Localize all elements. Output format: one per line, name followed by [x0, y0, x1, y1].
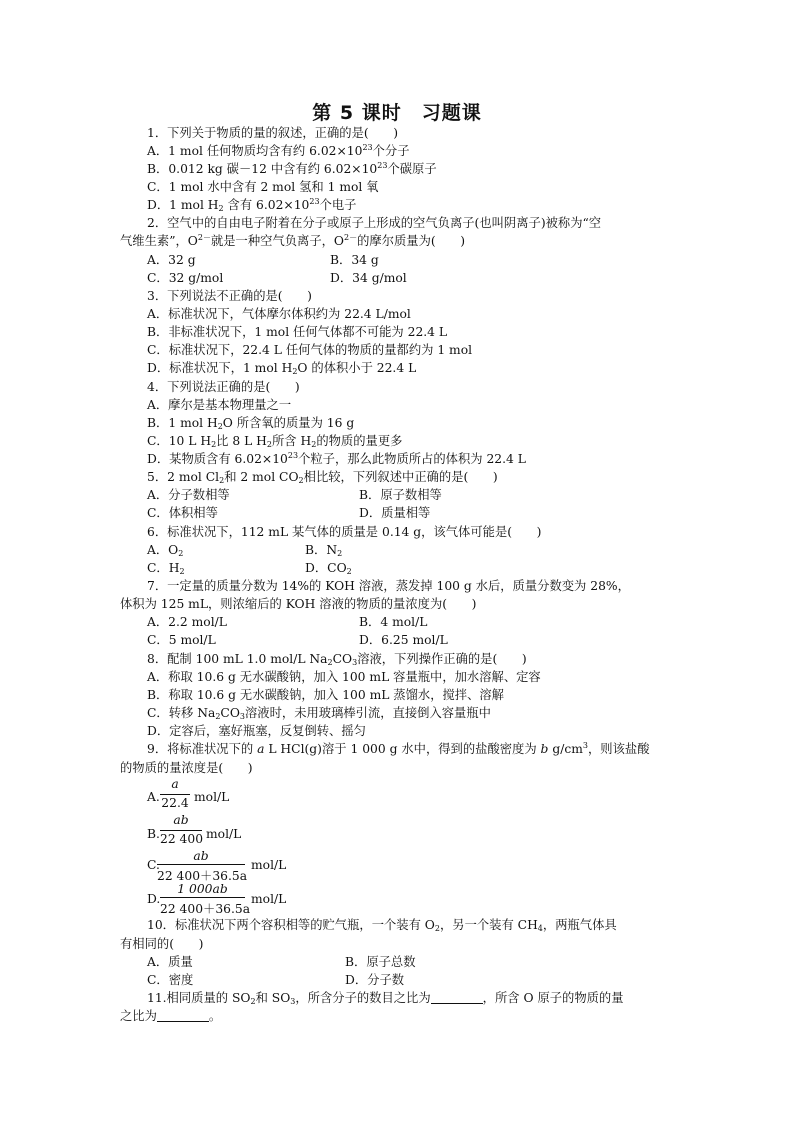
q10-options-row1 [147, 953, 416, 971]
q4-stem: 4．下列说法正确的是( ) [147, 380, 300, 394]
q6-option-a: A．$O_2$ [147, 543, 184, 558]
q1-option-d: D．1 mol $H_2$ 含有 $6.02\times 10^{23}$个电子 [147, 197, 357, 213]
q7-options-row1 [147, 613, 428, 631]
q1-option-c: C．1 mol 水中含有 2 mol 氢和 1 mol 氧 [147, 180, 379, 194]
q10-option-c: C．密度 [147, 973, 194, 987]
q3-option-b: B．非标准状况下，1 mol 任何气体都不可能为 22.4 L [147, 325, 448, 339]
q6-option-d: D．$CO_2$ [305, 561, 352, 576]
q5-option-b: B．原子数相等 [359, 488, 442, 502]
q2-stem-line2: 气维生素”，$O^{2-}$就是一种空气负离子，$O^{2-}$的摩尔质量为( ) [120, 233, 466, 248]
q10-stem-line1: 10．标准状况下两个容积相等的贮气瓶，一个装有 $O_2$，另一个装有 $CH_4$，两瓶气体具 [147, 918, 617, 933]
q10-option-b: B．原子总数 [345, 955, 416, 969]
q6-option-c: C．$H_2$ [147, 561, 185, 576]
q3-option-d: D．标准状况下，1 mol $H_2O$ 的体积小于 22.4 L [147, 361, 417, 376]
q5-option-c: C．体积相等 [147, 506, 218, 520]
q7-stem-line1: 7．一定量的质量分数为 14%的 KOH 溶液，蒸发掉 100 g 水后，质量分数变为 28%， [147, 579, 630, 593]
q7-option-d: D．6.25 mol/L [359, 633, 448, 647]
q6-options-row2 [147, 559, 352, 577]
q4-option-c: C．10 L $H_2$比 8 L $H_2$所含 $H_2$的物质的量更多 [147, 434, 403, 449]
q9-option-b: B. ab 22 400 mol/L [147, 813, 242, 846]
q5-option-d: D．质量相等 [359, 506, 431, 520]
q6-stem: 6．标准状况下，112 mL 某气体的质量是 0.14 g，该气体可能是( ) [147, 525, 542, 539]
q1-stem: 1．下列关于物质的量的叙述，正确的是( ) [147, 126, 399, 140]
q7-stem-line2: 体积为 125 mL，则浓缩后的 KOH 溶液的物质的量浓度为( ) [120, 597, 477, 611]
q1-option-b: B．0.012 kg 碳－12 中含有约 $6.02\times 10^{23}$个碳原子 [147, 161, 437, 176]
q2-option-c: C．32 g/mol [147, 271, 224, 285]
q8-option-d: D．定容后，塞好瓶塞，反复倒转、摇匀 [147, 724, 366, 738]
q9-stem-line1: 9．将标准状况下的 a L HCl(g)溶于 1 000 g 水中，得到的盐酸密度为 b $g/cm^3$，则该盐酸 [147, 741, 650, 756]
q2-option-b: B．34 g [330, 253, 379, 267]
answer-blank-1[interactable] [431, 991, 483, 1004]
q7-option-a: A．2.2 mol/L [147, 615, 227, 629]
q9-option-d: D. 1 000ab 22 400＋36.5a mol/L [147, 882, 287, 916]
q10-options-row2 [147, 971, 405, 989]
q11-stem-line1: 11.相同质量的 $SO_2$和 $SO_3$，所含分子的数目之比为 ，所含 O 原子的物质的量 [147, 991, 624, 1006]
q4-option-a: A．摩尔是基本物理量之一 [147, 398, 292, 412]
q3-option-a: A．标准状况下，气体摩尔体积约为 22.4 L/mol [147, 307, 411, 321]
q7-option-b: B．4 mol/L [359, 615, 428, 629]
q8-option-c: C．转移 $Na_2CO_3$溶液时，未用玻璃棒引流，直接倒入容量瓶中 [147, 706, 491, 721]
q7-options-row2 [147, 631, 448, 649]
q10-option-d: D．分子数 [345, 973, 405, 987]
q8-option-a: A．称取 10.6 g 无水碳酸钠，加入 100 mL 容量瓶中，加水溶解、定容 [147, 670, 541, 684]
q8-stem: 8．配制 100 mL 1.0 mol/L $Na_2CO_3$溶液，下列操作正确的是( ) [147, 652, 527, 667]
q6-option-b: B．$N_2$ [305, 543, 343, 558]
q2-option-a: A．32 g [147, 253, 196, 267]
q9-stem-line2: 的物质的量浓度是( ) [120, 761, 253, 775]
q8-option-b: B．称取 10.6 g 无水碳酸钠，加入 100 mL 蒸馏水，搅拌、溶解 [147, 688, 504, 702]
q11-stem-line2: 之比为 。 [120, 1009, 222, 1023]
q5-options-row1 [147, 486, 442, 504]
q10-stem-line2: 有相同的( ) [120, 937, 204, 951]
q10-option-a: A．质量 [147, 955, 193, 969]
page-title: 第 5 课时 习题课 [312, 102, 482, 124]
q3-stem: 3．下列说法不正确的是( ) [147, 289, 312, 303]
q3-option-c: C．标准状况下，22.4 L 任何气体的物质的量都约为 1 mol [147, 343, 473, 357]
q2-options-row1 [147, 251, 379, 269]
q9-option-c: C. ab 22 400＋36.5a mol/L [147, 849, 287, 883]
q2-stem-line1: 2．空气中的自由电子附着在分子或原子上形成的空气负离子(也叫阴离子)被称为“空 [147, 216, 602, 230]
q2-option-d: D．34 g/mol [330, 271, 407, 285]
q4-option-b: B．1 mol $H_2O$ 所含氧的质量为 16 g [147, 416, 355, 431]
q5-options-row2 [147, 504, 431, 522]
q7-option-c: C．5 mol/L [147, 633, 216, 647]
q5-stem: 5．2 mol $Cl_2$和 2 mol $CO_2$相比较，下列叙述中正确的是( ) [147, 470, 498, 485]
q5-option-a: A．分子数相等 [147, 488, 230, 502]
answer-blank-2[interactable] [157, 1009, 209, 1022]
q4-option-d: D．某物质含有 $6.02\times 10^{23}$个粒子，那么此物质所占的体积为 22.4 L [147, 451, 526, 466]
q1-option-a: A．1 mol 任何物质均含有约 $6.02\times 10^{23}$个分子 [147, 143, 410, 158]
q2-options-row2 [147, 269, 407, 287]
q6-options-row1 [147, 541, 343, 559]
q9-option-a: A. a 22.4 mol/L [147, 777, 230, 810]
